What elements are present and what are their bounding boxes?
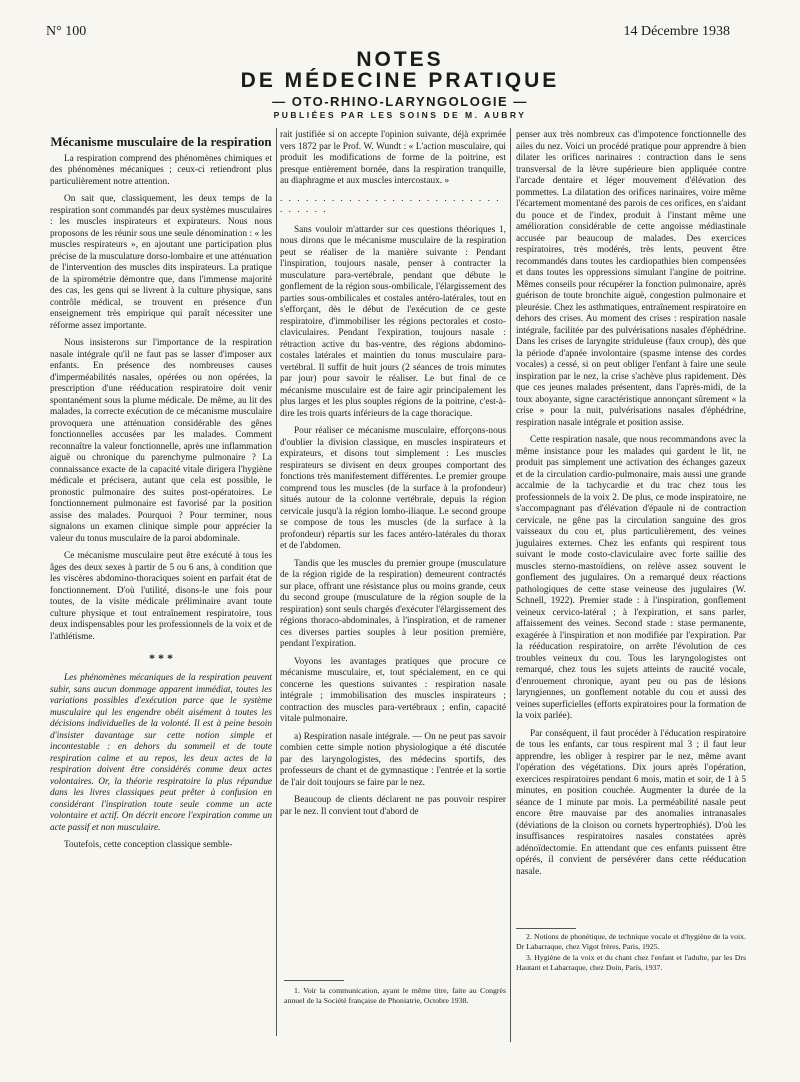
column-divider-left bbox=[276, 128, 277, 1036]
paragraph: Voyons les avantages pratiques que procure ce mécanisme musculaire, et, tout spécialement, en ce qui concerne les questions suivantes : respiration nasale intégrale ; immobilisation des muscles inspirateurs ; contraction des muscles para-vertébraux ; enfin, capacité vitale pulmonaire. bbox=[280, 656, 506, 724]
column-1 bbox=[50, 136, 272, 858]
paragraph: Tandis que les muscles du premier groupe (musculature de la région rigide de la respiration) demeurent contractés sur place, offrant une résistance plus ou moins grande, ceux du second groupe (musculature de la région souple de la respiration) sont seuls chargés d'exécuter l'élargissement des régions thoraco-abdominales, à l'inspiration, et de ramener ces diverses parties souples à leur position première, pendant l'expiration. bbox=[280, 558, 506, 649]
journal-title: NOTES bbox=[356, 48, 444, 71]
paragraph: a) Respiration nasale intégrale. — On ne peut pas savoir combien cette simple notion physiologique a été discutée par des laryngologistes, des médecins sportifs, des professeurs de chant et de gymnastique : l'entrée et la sortie de l'air doit toujours se faire par le nez. bbox=[280, 731, 506, 788]
footnote-text: 3. Hygiène de la voix et du chant chez l'enfant et l'adulte, par les Drs Hautant et Labarraque, chez Doin, Paris, 1937. bbox=[516, 953, 746, 972]
paragraph: Toutefois, cette conception classique semble- bbox=[64, 840, 233, 850]
paragraph: Les phénomènes mécaniques de la respiration peuvent subir, sans aucun dommage apparent immédiat, toutes les variations possibles d'exécution parce que le système musculaire qui les engendre obéit aisément à toutes les décisions individuelles de la volonté. Il est à peine besoin d'insister davantage sur cette notion simple et incontestable : en dehors du sommeil et de toute respiration calme et au repos, les deux actes de la respiration doivent être considérés comme deux actes volontaires. Or, la théorie respiratoire la plus répandue dans les livres classiques peut prêter à confusion en considérant l'inspiration toute seule comme un acte volontaire et actif. On décrit encore l'expiration comme un acte passif et non musculaire. bbox=[50, 673, 272, 833]
dotted-separator: . . . . . . . . . . . . . . . . . . . . . . . . . . . . . . . . bbox=[280, 193, 501, 215]
footnote-rule-left bbox=[284, 980, 344, 981]
issue-number: N° 100 bbox=[46, 24, 87, 39]
column-divider-right bbox=[510, 128, 511, 1042]
footnote-text: 1. Voir la communication, ayant le même titre, faite au Congrès annuel de la Société française de Phoniatrie, Octobre 1938. bbox=[284, 986, 506, 1005]
column-2 bbox=[280, 130, 506, 824]
paragraph: Ce mécanisme musculaire peut être exécuté à tous les âges des deux sexes à partir de 5 ou 6 ans, à condition que les viscères abdomino-thoraciques soient en parfait état de fonctionnement. D'où l'utilité, disons-le une fois pour toutes, de la visite médicale préliminaire avant toute culture physique et tout entraînement respiratoire, tous deux indispensables pour les professionnels de la voix et de l'athlétisme. bbox=[50, 551, 272, 642]
paragraph: Sans vouloir m'attarder sur ces questions théoriques 1, nous dirons que le mécanisme musculaire de la respiration peut se réaliser de la manière suivante : Pendant l'inspiration, toujours nasale, penser à contracter la musculature para-vertébrale, pendant que débute le gonflement de la région sous-ombilicale, l'élargissement des parties sous-ombilicales et costales antéro-latérales, tout en s'efforçant, dès le début de l'exécution de ce geste respiratoire, d'immobiliser les régions pectorales et costo-claviculaires. Pendant l'expiration, toujours nasale : rétraction active du bas-ventre, des régions abdomino-costales latérales et maintien du tonus musculaire para-vertébral. Il suffit de huit jours (2 séances de trois minutes par jour) pour savoir le réaliser. Le but final de ce mécanisme musculaire est de faire agir principalement les plus larges et les plus souples régions de la poitrine, c'est-à-dire les trois quarts inférieurs de la cage thoracique. bbox=[280, 224, 506, 419]
paragraph: penser aux très nombreux cas d'impotence fonctionnelle des ailes du nez. Voici un procédé pratique pour apprendre à bien dilater les orifices narinaires : contraction dans le sens transversal de la lèvre supérieure bien appliquée contre l'arcade dentaire et léger mouvement d'élévation des pommettes. La dilatation des orifices narinaires, voire même l'écartement momentané des parois de ces orifices, en s'aidant du pouce et de l'index, produit à l'instant même une amélioration considérable de cette angoisse médiastinale accusée par beaucoup de malades. Des exercices respiratoires, très modérés, très lents, peuvent être recommandés dans toutes les cardiopathies bien compensées et dans toutes les oppressions simulant l'angine de poitrine. Mêmes conseils pour récupérer la fonction pulmonaire, après guérison de toute bronchite aiguë, congestion pulmonaire et pleurésie. Chez les asthmatiques, entraînement respiratoire en dehors des crises. Au moment des crises : respiration nasale intégrale, facilitée par des pulvérisations nasales d'éphédrine. Dans les crises de laryngite striduleuse (faux croup), dès que la période d'apnée involontaire (spasme intense des cordes vocales) a cessé, si on peut obliger l'enfant à faire une seule inspiration par le nez, la crise s'achève plus rapidement. Dès que ces jeunes malades présentent, dans l'après-midi, de la toux aboyante, signe caractéristique annonçant sûrement « la crise » pour la nuit, pulvérisations nasales d'éphédrine, respiration nasale intégrale et position assise. bbox=[516, 130, 746, 428]
journal-subtitle: DE MÉDECINE PRATIQUE bbox=[240, 69, 560, 92]
issue-date: 14 Décembre 1938 bbox=[623, 24, 730, 39]
footnotes-right bbox=[516, 932, 746, 974]
paragraph: La respiration comprend des phénomènes chimiques et des phénomènes mécaniques ; ceux-ci retiendront plus particulièrement notre attention. bbox=[50, 153, 272, 187]
footnote-text: 2. Notions de phonétique, de technique vocale et d'hygiène de la voix. Dr Labarraque, chez Vigot frères, Paris, 1925. bbox=[516, 932, 746, 951]
paragraph: Cette respiration nasale, que nous recommandons avec la même insistance pour les malades qui gardent le lit, ne produit pas simplement une activation des échanges gazeux et de la circulation cardio-pulmonaire, mais aussi une grande accalmie de la tachycardie et du trac chez tous les professionnels de la voix 2. De plus, ce mode inspiratoire, ne s'accompagnant pas d'élévation d'épaule ni de contraction cervicale, ne gêne pas la circulation sanguine des gros vaisseaux du cou et, plus particulièrement, des veines jugulaires externes. Chez les enfants qui respirent tous suivant le mode costo-claviculaire avec forte saillie des muscles sterno-mastoïdiens, on relève assez souvent le gonflement des jugulaires. On a remarqué deux réactions pathologiques de cette stase veineuse des jugulaires (W. Schnell, 1922). Premier stade : à l'inspiration, gonflement veineux cervico-latéral ; à l'expiration, et sans parler, affaissement des veines. Second stade : stase permanente, exagérée à l'inspiration et non modifiée par l'expiration. Par la rééducation respiratoire, on arrête l'évolution de ces troubles veineux du cou. Tous les laryngologistes ont remarqué, chez tous les sujets atteints de raucité vocale, d'enrouement chronique, ayant peu ou pas de lésions laryngiennes, un gonflement notable du cou et aussi des veines superficielles (efforts expiratoires pour la formation de la voix parlée). bbox=[516, 435, 746, 721]
journal-editor: PUBLIÉES PAR LES SOINS DE M. AUBRY bbox=[273, 110, 527, 120]
footnote-1 bbox=[284, 986, 506, 1007]
paragraph: Par conséquent, il faut procéder à l'éducation respiratoire de tous les enfants, car tous respirent mal 3 ; il faut leur apprendre, les obliger à respirer par le nez, même avant l'opération des végétations. Dix jours après l'opération, exercices respiratoires pendant 6 mois, matin et soir, de 1 à 5 minutes, en position couchée. Augmenter la durée de la séance de 1 minute par mois. La perméabilité nasale peut encore être mauvaise par des anomalies intranasales (déviations de la cloison ou cornets hypertrophiés). D'où les insuffisances respiratoires nasales constatées après adénoïdectomie. En attendant que ces enfants puissent être opérés, il convient de persévérer dans cette rééducation nasale. bbox=[516, 728, 746, 877]
paragraph: rait justifiée si on accepte l'opinion suivante, déjà exprimée vers 1872 par le Prof. W. Wundt : « L'action musculaire, qui produit les modifications de forme de la poitrine, est presque entièrement bornée, dans la respiration tranquille, au diaphragme et aux muscles intercostaux. » bbox=[280, 130, 506, 186]
paragraph: On sait que, classiquement, les deux temps de la respiration sont commandés par deux systèmes musculaires : les muscles inspirateurs et expirateurs. Nous nous proposons de les réunir sous une seule dénomination : « les muscles respirateurs », en ajoutant une participation plus précise de la musculature dorso-lombaire et une atténuation de l'intervention des muscles dits inspirateurs. La pratique de la spirométrie démontre que, dans l'immense majorité des cas, les gens qui se livrent à la culture physique, sans contrôle médical, se trouvent en présence d'un enseignement très empirique qui paraît nécessiter une réforme assez importante. bbox=[50, 194, 272, 331]
paragraph: Beaucoup de clients déclarent ne pas pouvoir respirer par le nez. Il convient tout d'abord de bbox=[280, 795, 506, 817]
footnote-rule-right bbox=[516, 928, 576, 929]
paragraph: Pour réaliser ce mécanisme musculaire, efforçons-nous d'oublier la division classique, en muscles inspirateurs et expirateurs, et disons tout simplement : Les muscles respirateurs se divisent en deux groupes comportant des fonctions très manifestement différentes. Le premier groupe comprend tous les muscles (de la surface à la profondeur) situés autour de la colonne vertébrale, depuis la région cervicale jusqu'à la région lombo-iliaque. Le second groupe se compose de tous les muscles (de la surface à la profondeur) répartis sur les faces antéro-latérales du thorax et de l'abdomen. bbox=[280, 426, 506, 551]
paragraph: Nous insisterons sur l'importance de la respiration nasale intégrale qu'il ne faut pas se lasser d'imposer aux enfants. En présence des nombreuses causes d'imperméabilités nasales, opérées ou non opérées, la prescription d'une rééducation respiratoire doit venir spontanément sous la plume médicale. De même, au lit des malades, la correcte exécution de ce mécanisme musculaire provoquera une atténuation considérable des gênes fonctionnelles accusées par les malades. Comment reconnaître la valeur fonctionnelle, après une inflammation aiguë ou chronique du parenchyme pulmonaire ? La connaissance exacte de la capacité vitale dirigera l'hygiène médicale et précisera, autant que cela est possible, le pronostic pulmonaire des suites post-opératoires. Le fonctionnement pulmonaire est favorisé par la position assise des malades. Pourquoi ? Pour terminer, nous signalons un examen clinique simple pour apprécier la valeur du tonus musculaire de la paroi abdominale. bbox=[50, 338, 272, 544]
article-title: Mécanisme musculaire de la respiration bbox=[50, 134, 272, 149]
section-separator: * * * bbox=[149, 651, 173, 665]
journal-specialty: — OTO-RHINO-LARYNGOLOGIE — bbox=[272, 94, 528, 109]
column-3 bbox=[516, 130, 746, 884]
